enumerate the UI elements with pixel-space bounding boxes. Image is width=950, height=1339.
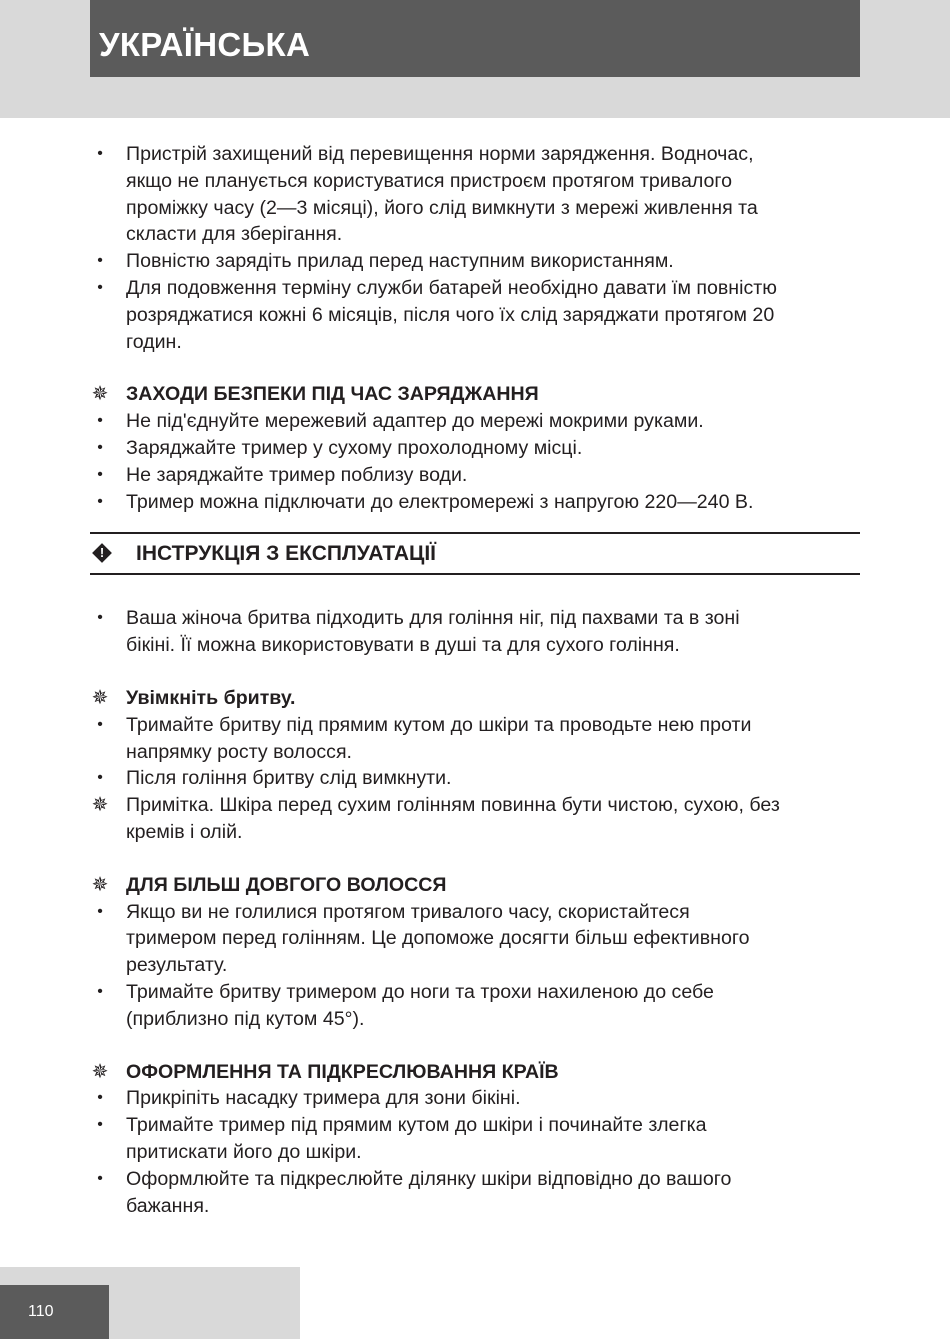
note-line [90, 792, 860, 819]
line-text: якщо не планується користуватися пристроєм протягом тривалого [126, 169, 732, 192]
text-line [90, 739, 860, 766]
bullet-line [90, 462, 860, 489]
line-text: тримером перед голінням. Це допоможе досягти більш ефективного [126, 927, 750, 950]
spacer [90, 659, 860, 685]
line-text: Повністю зарядіть прилад перед наступним використанням. [126, 250, 674, 273]
star-bullet-icon: ✵ [91, 686, 109, 709]
subheading-text: ЗАХОДИ БЕЗПЕКИ ПІД ЧАС ЗАРЯДЖАННЯ [126, 383, 539, 406]
exclamation-mark: ! [99, 545, 105, 561]
line-text: скласти для зберігання. [126, 223, 343, 246]
bullet-line [90, 489, 860, 516]
bullet-line [90, 979, 860, 1006]
line-text: бажання. [126, 1194, 210, 1217]
bullet-line [90, 141, 860, 168]
subheading-text: Увімкніть бритву. [126, 686, 296, 709]
text-line [90, 952, 860, 979]
bullet-line [90, 275, 860, 302]
line-text: Якщо ви не голилися протягом тривалого часу, скористайтеся [126, 900, 690, 923]
bullet-dot: • [97, 1116, 103, 1134]
line-text: бікіні. Її можна використовувати в душі та для сухого гоління. [126, 634, 680, 657]
subheading-turn-on [90, 685, 860, 712]
bullet-dot: • [97, 438, 103, 456]
subheading-longer-hair [90, 872, 860, 899]
line-text: Не під'єднуйте мережевий адаптер до мережі мокрими руками. [126, 410, 704, 433]
star-bullet-icon: ✵ [91, 383, 109, 406]
bullet-dot: • [97, 465, 103, 483]
bullet-line [90, 765, 860, 792]
bullet-dot: • [97, 145, 103, 162]
warning-diamond-icon [92, 543, 112, 563]
language-header [90, 0, 860, 77]
line-text: розряджатися кожні 6 місяців, після чого їх слід заряджати протягом 20 [126, 303, 775, 326]
line-text: Прикріпіть насадку тримера для зони бікіні. [126, 1087, 521, 1110]
text-line [90, 195, 860, 222]
line-text: кремів і олій. [126, 820, 243, 843]
bullet-dot: • [97, 982, 103, 1000]
star-bullet-icon: ✵ [91, 1060, 109, 1083]
text-line [90, 925, 860, 952]
section-title: ІНСТРУКЦІЯ З ЕКСПЛУАТАЦІЇ [136, 541, 436, 565]
language-title: УКРАЇНСЬКА [99, 25, 311, 63]
spacer [90, 355, 860, 381]
line-text: Тример можна підключати до електромережі з напругою 220—240 В. [126, 490, 754, 513]
bullet-line [90, 435, 860, 462]
bullet-dot: • [97, 715, 103, 733]
bullet-line [90, 712, 860, 739]
line-text: Ваша жіноча бритва підходить для гоління ніг, під пахвами та в зоні [126, 607, 740, 630]
line-text: Пристрій захищений від перевищення норми зарядження. Водночас, [126, 143, 754, 165]
line-text: Після гоління бритву слід вимкнути. [126, 767, 452, 790]
text-line [90, 221, 860, 248]
bullet-dot: • [97, 769, 103, 787]
subheading-text: ДЛЯ БІЛЬШ ДОВГОГО ВОЛОССЯ [126, 873, 447, 896]
text-line [90, 1006, 860, 1033]
bullet-line [90, 408, 860, 435]
subheading-charging-safety [90, 381, 860, 408]
star-bullet-icon: ✵ [91, 794, 109, 817]
text-line [90, 819, 860, 846]
text-line [90, 168, 860, 195]
line-text: притискати його до шкіри. [126, 1140, 362, 1163]
text-line [90, 302, 860, 329]
bullet-dot: • [97, 1089, 103, 1107]
text-line [90, 329, 860, 356]
bullet-dot: • [97, 1169, 103, 1187]
bullet-line [90, 605, 860, 632]
line-text: Тримайте тример під прямим кутом до шкіри і починайте злегка [126, 1114, 707, 1137]
line-text: Тримайте бритву тримером до ноги та трохи нахиленою до себе [126, 980, 714, 1003]
bullet-dot: • [97, 492, 103, 510]
line-text: (приблизно під кутом 45°). [126, 1007, 365, 1030]
text-line [90, 632, 860, 659]
line-text: Тримайте бритву під прямим кутом до шкіри та проводьте нею проти [126, 713, 752, 736]
text-line [90, 1139, 860, 1166]
spacer [90, 1033, 860, 1059]
line-text: Оформлюйте та підкреслюйте ділянку шкіри відповідно до вашого [126, 1167, 732, 1190]
star-bullet-icon: ✵ [91, 873, 109, 896]
page-number: 110 [28, 1303, 54, 1320]
line-text: годин. [126, 330, 182, 353]
line-text: Примітка. Шкіра перед сухим голінням повинна бути чистою, сухою, без [126, 794, 780, 817]
bullet-dot: • [97, 609, 103, 627]
bullet-dot: • [97, 252, 103, 270]
line-text: Для подовження терміну служби батарей необхідно давати їм повністю [126, 276, 777, 299]
text-line [90, 1193, 860, 1220]
line-text: напрямку росту волосся. [126, 740, 352, 763]
bullet-line [90, 248, 860, 275]
subheading-edges [90, 1059, 860, 1086]
bullet-line [90, 899, 860, 926]
section-header-instructions [90, 532, 860, 575]
subheading-text: ОФОРМЛЕННЯ ТА ПІДКРЕСЛЮВАННЯ КРАЇВ [126, 1060, 559, 1083]
line-text: Заряджайте тример у сухому прохолодному місці. [126, 436, 583, 459]
bullet-line [90, 1112, 860, 1139]
line-text: результату. [126, 954, 228, 977]
bullet-dot: • [97, 902, 103, 920]
page-number-box [0, 1285, 109, 1339]
spacer [90, 846, 860, 872]
bullet-line [90, 1085, 860, 1112]
bullet-line [90, 1166, 860, 1193]
bullet-dot: • [97, 412, 103, 430]
line-text: проміжку часу (2—3 місяці), його слід вимкнути з мережі живлення та [126, 196, 758, 219]
page-content [90, 141, 860, 1219]
line-text: Не заряджайте тример поблизу води. [126, 463, 468, 486]
bullet-dot: • [97, 278, 103, 296]
